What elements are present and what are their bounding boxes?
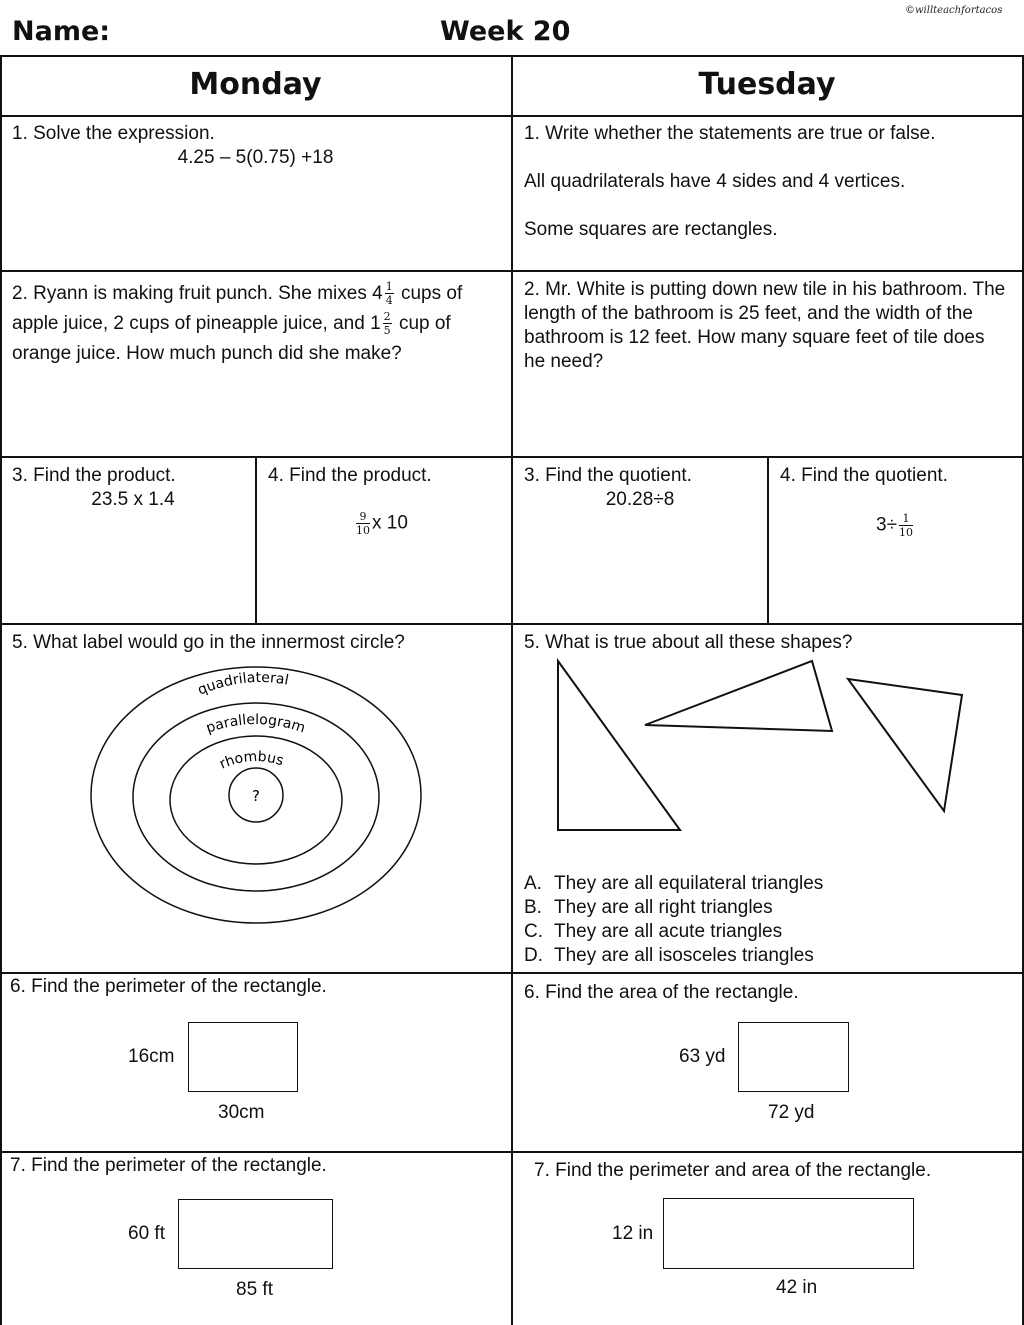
tue-q6-side-label: 63 yd xyxy=(679,1046,726,1067)
day-tuesday: Tuesday xyxy=(698,67,836,102)
tue-q6-prompt: 6. Find the area of the rectangle. xyxy=(524,982,799,1003)
mon-q3-expression: 23.5 x 1.4 xyxy=(91,489,175,510)
tue-q7-prompt: 7. Find the perimeter and area of the rectangle. xyxy=(534,1160,932,1181)
choice-b[interactable]: B. They are all right triangles xyxy=(524,897,773,918)
week-title: Week 20 xyxy=(440,16,571,47)
choice-d[interactable]: D. They are all isosceles triangles xyxy=(524,945,814,966)
credit: ©willteachfortacos xyxy=(905,5,1003,16)
tue-q2-prompt: 2. Mr. White is putting down new tile in his bathroom. The length of the bathroom is 25 feet, and the width of the bathroom is 12 feet. How many square feet of tile does he need? xyxy=(524,279,1006,372)
triangles-figure xyxy=(540,655,1010,840)
choice-a[interactable]: A. They are all equilateral triangles xyxy=(524,873,824,894)
tue-q6-bottom-label: 72 yd xyxy=(768,1102,815,1123)
mon-q2-text: 2. Ryann is making fruit punch. She mixes 4 $\frac{1}{4}$ cups of apple juice, 2 cups of pineapple juice, and 1 $\frac{2}{5}$ cup of orange juice. How much punch did she make? xyxy=(12,280,463,364)
mon-q7-side-label: 60 ft xyxy=(128,1223,165,1244)
choice-c[interactable]: C. They are all acute triangles xyxy=(524,921,783,942)
mon-q6-bottom-label: 30cm xyxy=(218,1102,265,1123)
mon-q7-prompt: 7. Find the perimeter of the rectangle. xyxy=(10,1155,327,1176)
day-monday: Monday xyxy=(189,67,322,102)
fraction-one-fourth: $\frac{1}{4}$ xyxy=(385,280,393,308)
tue-q6-rectangle xyxy=(738,1022,849,1092)
mon-q6-prompt: 6. Find the perimeter of the rectangle. xyxy=(10,976,327,997)
tue-q4-expression: 3÷ $\frac{1}{10}$ xyxy=(876,512,913,539)
mon-q7-bottom-label: 85 ft xyxy=(236,1279,273,1300)
tue-q5-prompt: 5. What is true about all these shapes? xyxy=(524,632,853,653)
mon-q3-prompt: 3. Find the product. xyxy=(12,465,176,486)
mon-q6-side-label: 16cm xyxy=(128,1046,175,1067)
mon-q7-rectangle xyxy=(178,1199,333,1269)
mon-q1-expression: 4.25 – 5(0.75) +18 xyxy=(177,147,334,168)
tue-q4-prompt: 4. Find the quotient. xyxy=(780,465,948,486)
tue-q3-expression: 20.28÷8 xyxy=(605,489,675,510)
mon-q4-expression: $\frac{9}{10}$ x 10 xyxy=(356,510,408,537)
tue-q7-bottom-label: 42 in xyxy=(776,1277,818,1298)
tue-q7-rectangle xyxy=(663,1198,914,1269)
name-label: Name: xyxy=(12,16,111,47)
tue-q1-statement-2: Some squares are rectangles. xyxy=(524,219,778,240)
label-unknown: ? xyxy=(252,787,260,805)
tue-q7-side-label: 12 in xyxy=(612,1223,654,1244)
label-quadrilateral: quadrilateral xyxy=(195,669,290,699)
label-rhombus: rhombus xyxy=(217,748,286,773)
fraction-two-fifths: $\frac{2}{5}$ xyxy=(383,310,391,338)
tue-q3-prompt: 3. Find the quotient. xyxy=(524,465,692,486)
triangle-right xyxy=(558,661,680,830)
tue-q1-statement-1: All quadrilaterals have 4 sides and 4 vertices. xyxy=(524,171,906,192)
tue-q1-prompt: 1. Write whether the statements are true or false. xyxy=(524,123,936,144)
mon-q6-rectangle xyxy=(188,1022,298,1092)
mon-q5-prompt: 5. What label would go in the innermost circle? xyxy=(12,632,405,653)
triangle-acute xyxy=(848,679,962,811)
label-parallelogram: parallelogram xyxy=(204,711,308,737)
mon-q4-prompt: 4. Find the product. xyxy=(268,465,432,486)
venn-concentric-circles xyxy=(80,655,450,935)
mon-q1-prompt: 1. Solve the expression. xyxy=(12,123,215,144)
triangle-obtuse-1 xyxy=(645,661,832,731)
tue-q5-choices xyxy=(524,872,823,968)
